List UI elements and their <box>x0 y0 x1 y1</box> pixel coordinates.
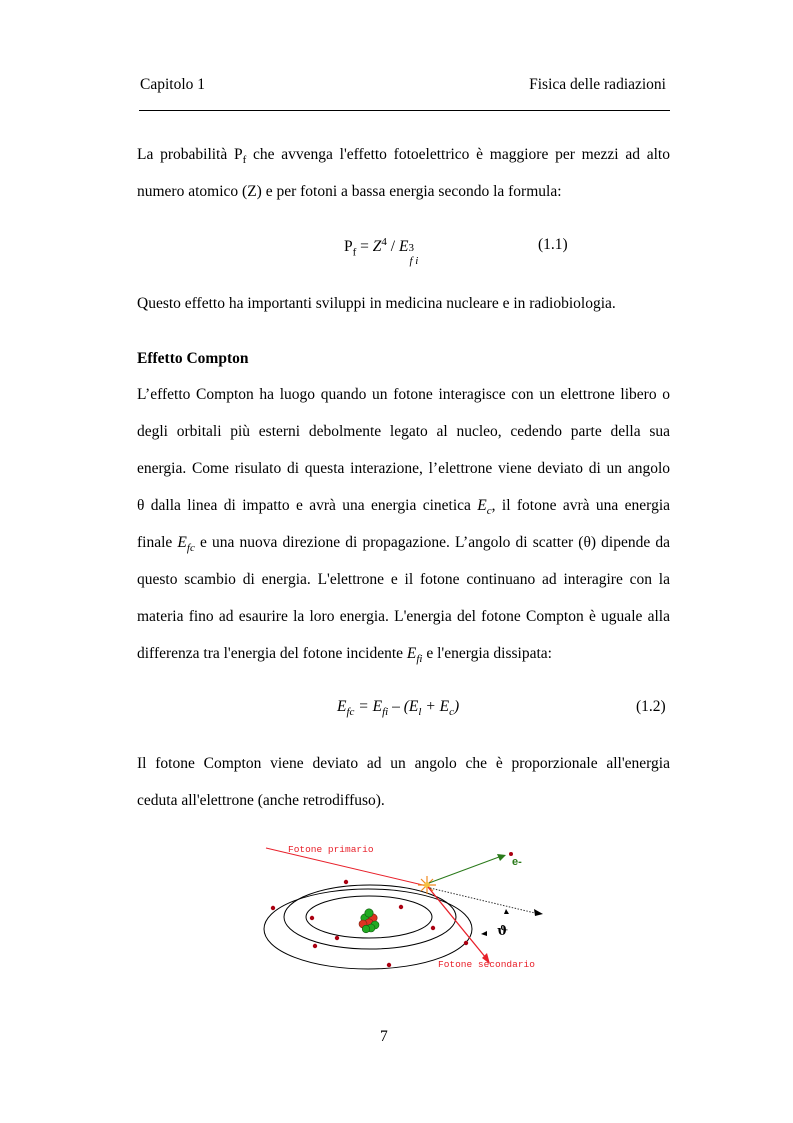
equation-1-1-number: (1.1) <box>538 236 568 253</box>
section-title: Effetto Compton <box>137 350 249 367</box>
header-chapter: Capitolo 1 <box>140 76 206 93</box>
para4-line1: Il fotone Compton viene deviato ad un angolo che è proporzionale all'energia <box>137 755 670 772</box>
nucleus <box>359 909 379 933</box>
angle-mark-upper <box>504 909 509 914</box>
label-theta: ϑ <box>497 924 509 939</box>
equation-1-1: $P_f = Z^4 / E$ 3 f i <box>344 236 419 268</box>
para4-line2: ceduta all'elettrone (anche retrodiffuso). <box>137 792 385 809</box>
para3-line5: finale $E_{fc}$ e una nuova direzione di propagazione. L’angolo di scatter (θ) dipende da <box>137 534 670 555</box>
electron-track <box>429 857 499 883</box>
para1-line1: La probabilità $P_f$ che avvenga l'effetto fotoelettrico è maggiore per mezzi ad alto <box>137 146 670 167</box>
para1-line2: numero atomico (Z) e per fotoni a bassa energia secondo la formula: <box>137 183 562 200</box>
para3-line4: θ dalla linea di impatto e avrà una energia cinetica $E_c$, il fotone avrà una energia <box>137 497 670 518</box>
secondary-photon-line <box>428 887 486 958</box>
para3-line8: differenza tra l'energia del fotone incidente $E_{fi}$ e l'energia dissipata: <box>137 645 552 666</box>
dotted-arrowhead <box>534 909 543 916</box>
angle-mark-lower <box>481 931 487 936</box>
header-title: Fisica delle radiazioni <box>529 76 666 93</box>
header-rule <box>139 110 670 111</box>
page-number: 7 <box>380 1028 388 1045</box>
para3-line7: materia fino ad esaurire la loro energia. L'energia del fotone Compton è uguale alla <box>137 608 670 625</box>
para3-line2: degli orbitali più esterni debolmente legato al nucleo, cedendo parte della sua <box>137 423 670 440</box>
compton-diagram <box>255 835 555 975</box>
equation-1-2-number: (1.2) <box>636 698 666 715</box>
para3-line1: L’effetto Compton ha luogo quando un fotone interagisce con un elettrone libero o <box>137 386 670 403</box>
para2: Questo effetto ha importanti sviluppi in medicina nucleare e in radiobiologia. <box>137 295 616 312</box>
label-primary-photon: Fotone primario <box>288 844 374 855</box>
equation-1-2: $E_{fc} = E_{fi} - (E_l + E_c)$ <box>337 698 460 719</box>
label-electron: e- <box>512 856 522 868</box>
label-secondary-photon: Fotone secondario <box>438 959 535 970</box>
para3-line6: questo scambio di energia. L'elettrone e il fotone continuano ad interagire con la <box>137 571 670 588</box>
para3-line3: energia. Come risulato di questa interazione, l’elettrone viene deviato di un angolo <box>137 460 670 477</box>
